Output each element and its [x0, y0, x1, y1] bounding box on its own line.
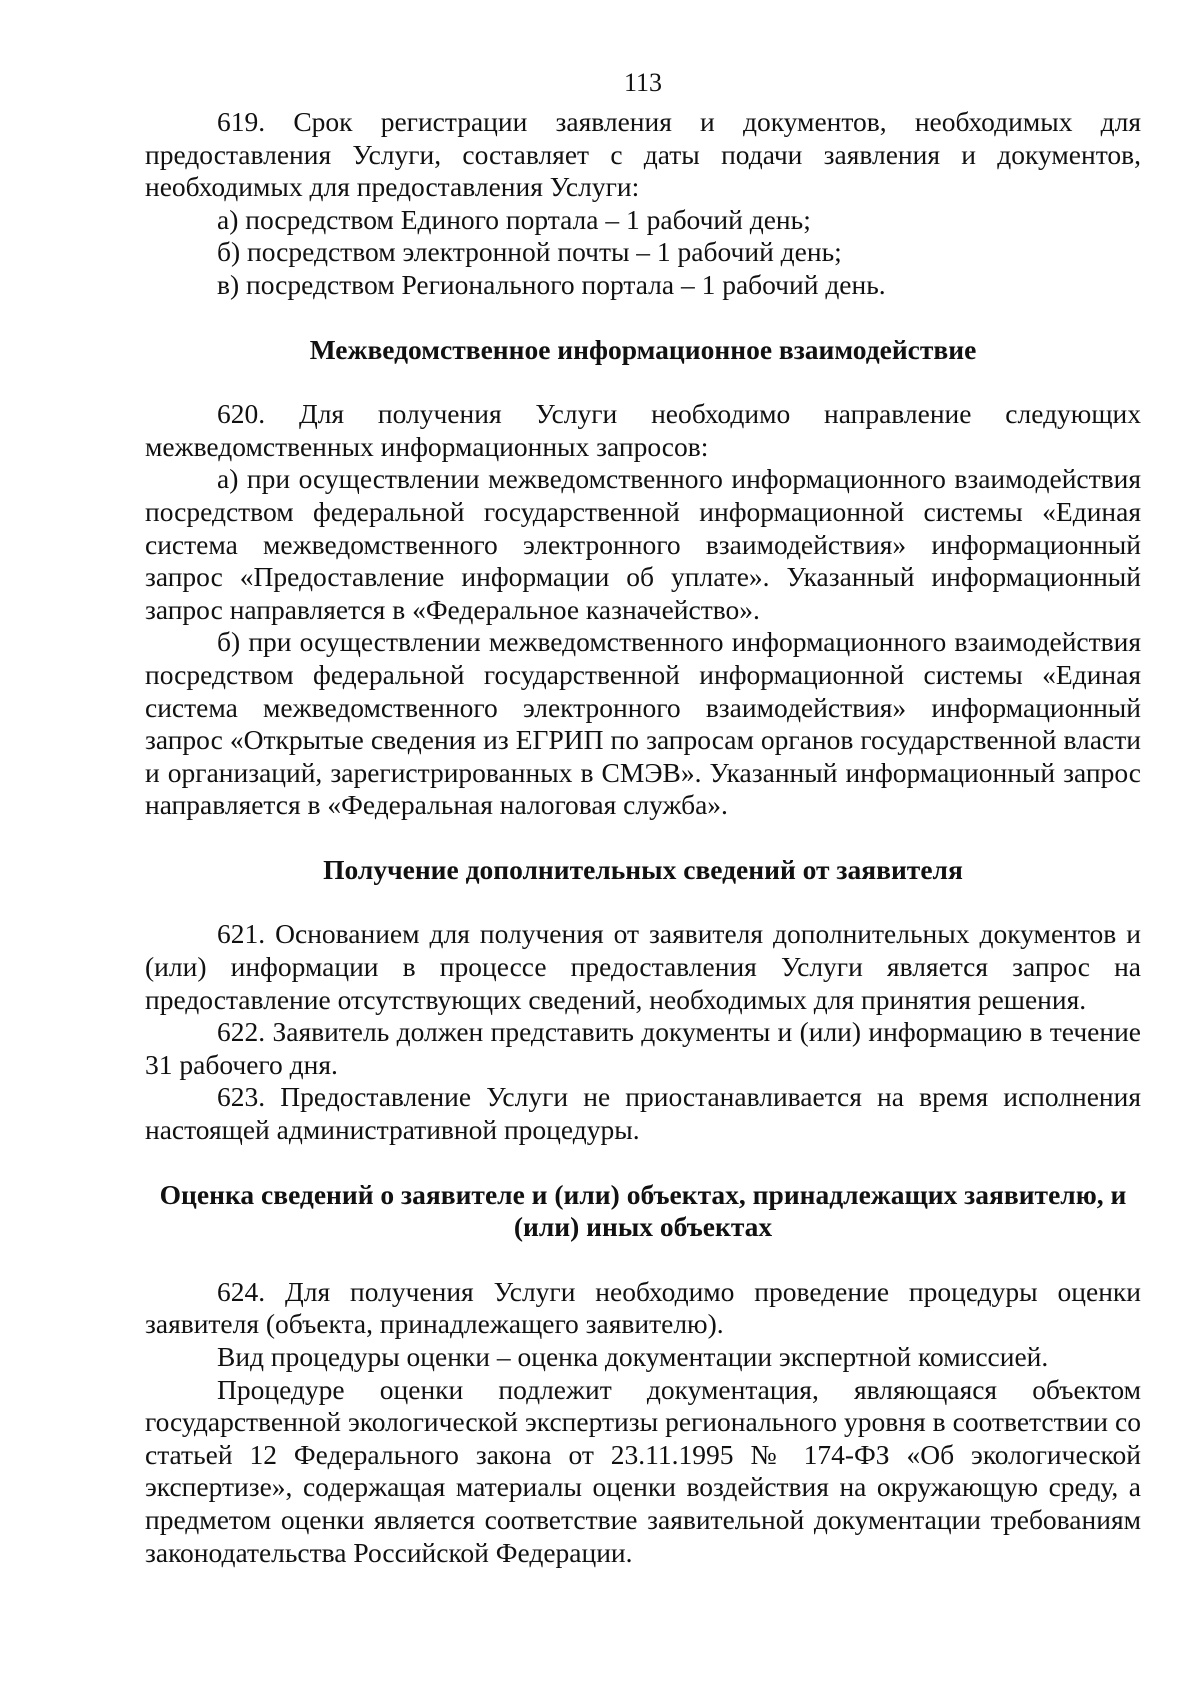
paragraph-620-b: б) при осуществлении межведомственного информационного взаимодействия посредством федеральной государственной информационной системы «Единая система межведомственного электронного взаимодействия» информационный запрос «Открытые сведения из ЕГРИП по запросам органов государственной власти и организаций, зарегистрированных в СМЭВ». Указанный информационный запрос направляется в «Федеральная налоговая служба».: [145, 626, 1141, 821]
spacer: [145, 1244, 1141, 1276]
paragraph-620: 620. Для получения Услуги необходимо направление следующих межведомственных информационных запросов:: [145, 398, 1141, 462]
paragraph-619-a: а) посредством Единого портала – 1 рабочий день;: [217, 203, 811, 235]
spacer: [145, 886, 1141, 918]
paragraph-623: 623. Предоставление Услуги не приостанавливается на время исполнения настоящей административной процедуры.: [145, 1081, 1141, 1146]
spacer: [145, 1147, 1141, 1179]
section-heading-additional-info: Получение дополнительных сведений от заявителя: [323, 853, 963, 885]
paragraph-624-type: Вид процедуры оценки – оценка документации экспертной комиссией.: [217, 1341, 1049, 1372]
paragraph-622: 622. Заявитель должен представить документы и (или) информацию в течение 31 рабочего дня.: [145, 1016, 1141, 1080]
spacer: [145, 822, 1141, 854]
paragraph-619-b: б) посредством электронной почты – 1 рабочий день;: [217, 236, 842, 268]
spacer: [145, 302, 1141, 334]
paragraph-624-subject: Процедуре оценки подлежит документация, являющаяся объектом государственной экологической экспертизы регионального уровня в соответствии со статьей 12 Федерального закона от 23.11.1995 № 174-ФЗ «Об экологической экспертизе», содержащая материалы оценки воздействия на окружающую среду, а предметом оценки является соответствие заявительной документации требованиям законодательства Российской Федерации.: [145, 1373, 1141, 1568]
paragraph-619: 619. Срок регистрации заявления и документов, необходимых для предоставления Услуги, составляет с даты подачи заявления и документов, необходимых для предоставления Услуги:: [145, 106, 1141, 203]
section-heading-interagency: Межведомственное информационное взаимодействие: [309, 333, 977, 365]
spacer: [145, 366, 1141, 398]
section-heading-assessment: Оценка сведений о заявителе и (или) объектах, принадлежащих заявителю, и (или) иных объектах: [159, 1178, 1127, 1243]
page-number: 113: [623, 68, 663, 97]
paragraph-621: 621. Основанием для получения от заявителя дополнительных документов и (или) информации в процессе предоставления Услуги является запрос на предоставление отсутствующих сведений, необходимых для принятия решения.: [145, 918, 1141, 1015]
document-page: [145, 68, 1141, 1569]
paragraph-620-a: а) при осуществлении межведомственного информационного взаимодействия посредством федеральной государственной информационной системы «Единая система межведомственного электронного взаимодействия» информационный запрос «Предоставление информации об уплате». Указанный информационный запрос направляется в «Федеральное казначейство».: [145, 463, 1141, 625]
paragraph-624: 624. Для получения Услуги необходимо проведение процедуры оценки заявителя (объекта, принадлежащего заявителю).: [145, 1275, 1141, 1340]
paragraph-619-c: в) посредством Регионального портала – 1 рабочий день.: [217, 268, 886, 300]
